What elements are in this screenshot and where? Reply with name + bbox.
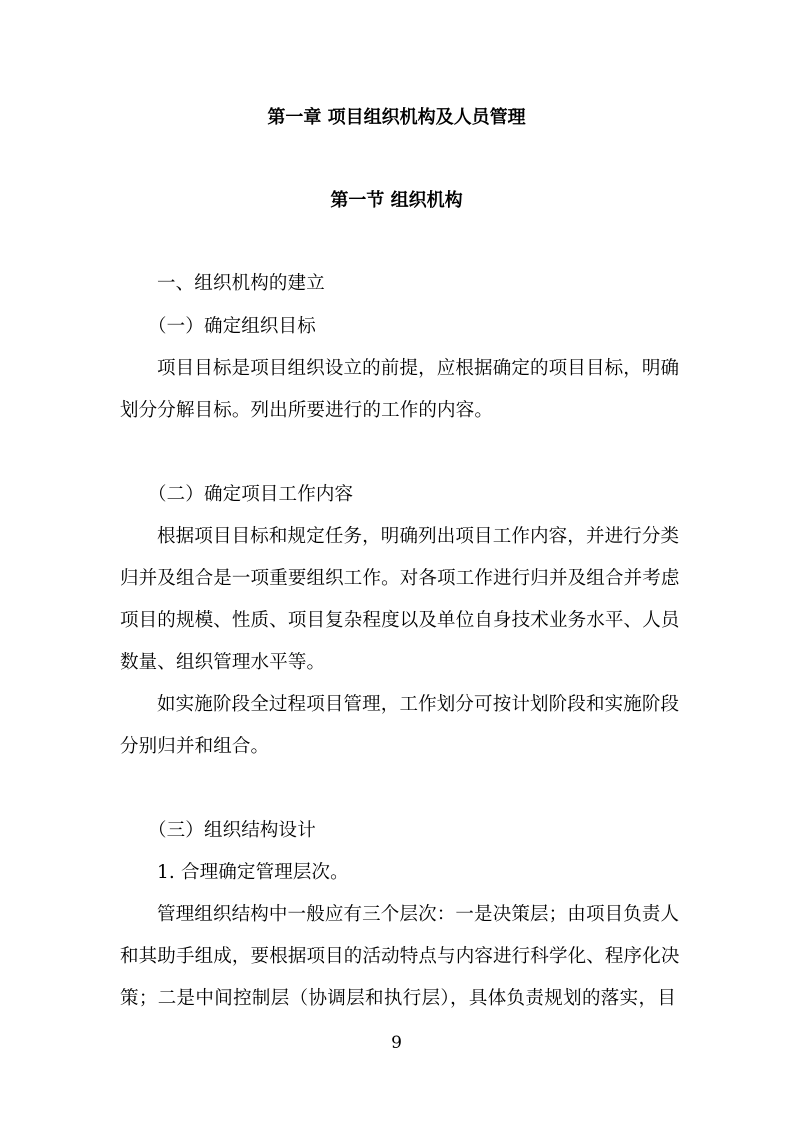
paragraph-line: 数量、组织管理水平等。 (120, 652, 326, 673)
paragraph-line: 分别归并和组合。 (120, 736, 270, 757)
heading-level-1: 一、组织机构的建立 (157, 273, 325, 294)
paragraph-line: 策；二是中间控制层（协调层和执行层），具体负责规划的落实，目 (120, 988, 676, 1009)
paragraph-line: 和其助手组成，要根据项目的活动特点与内容进行科学化、程序化决 (120, 946, 680, 967)
paragraph-line: 根据项目目标和规定任务，明确列出项目工作内容，并进行分类 (157, 526, 680, 547)
paragraph-line: 项目目标是项目组织设立的前提，应根据确定的项目目标，明确 (157, 358, 680, 379)
subsection-heading-2: （二）确定项目工作内容 (148, 484, 354, 505)
chapter-title: 第一章 项目组织机构及人员管理 (267, 107, 526, 128)
paragraph-line: 划分分解目标。列出所要进行的工作的内容。 (120, 400, 494, 421)
subsection-heading-1: （一）确定组织目标 (148, 316, 316, 337)
paragraph-line: 项目的规模、性质、项目复杂程度以及单位自身技术业务水平、人员 (120, 610, 680, 631)
paragraph-line: 管理组织结构中一般应有三个层次：一是决策层；由项目负责人 (157, 904, 680, 925)
subsection-heading-3: （三）组织结构设计 (148, 820, 316, 841)
page-number: 9 (391, 1033, 402, 1053)
item-title: 1. 合理确定管理层次。 (157, 862, 349, 883)
section-title: 第一节 组织机构 (330, 190, 463, 211)
paragraph-line: 如实施阶段全过程项目管理，工作划分可按计划阶段和实施阶段 (157, 694, 680, 715)
paragraph-line: 归并及组合是一项重要组织工作。对各项工作进行归并及组合并考虑 (120, 568, 680, 589)
